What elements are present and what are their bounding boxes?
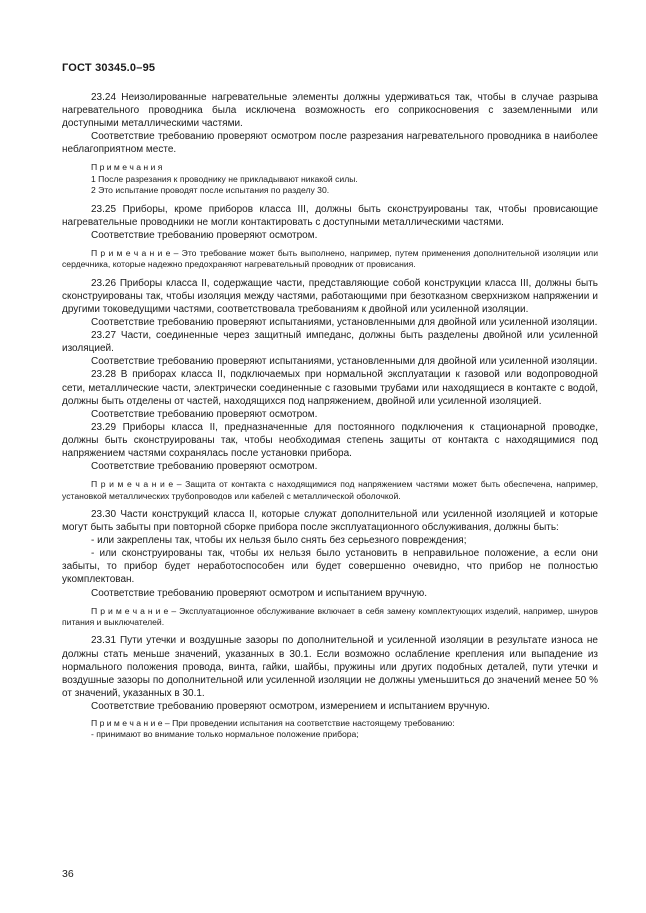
paragraph: 23.27 Части, соединенные через защитный импеданс, должны быть разделены двойной или усиленной изоляцией.	[62, 330, 598, 355]
document-header: ГОСТ 30345.0–95	[62, 62, 156, 74]
paragraph: Соответствие требованию проверяют осмотром.	[91, 461, 318, 473]
paragraph: Соответствие требованию проверяют испытаниями, установленными для двойной или усиленной изоляции.	[91, 317, 598, 329]
paragraph: 23.31 Пути утечки и воздушные зазоры по дополнительной и усиленной изоляции в результате износа не должны стать меньше значений, указанных в 30.1. Если возможно ослабление крепления или выпадение из нормального положения провода, винта, гайки, шайбы, пружины или других подобных деталей, пути утечки и воздушные зазоры по дополнительной или усиленной изоляции не должны уменьшиться до значений менее 50 % от значений, указанных в 30.1.	[62, 635, 598, 699]
note: П р и м е ч а н и е – Эксплуатационное обслуживание включает в себя замену комплектующих изделий, например, шнуров питания и выключателей.	[62, 605, 598, 628]
document-body	[62, 91, 598, 741]
paragraph: Соответствие требованию проверяют осмотром.	[91, 408, 318, 420]
note: П р и м е ч а н и е – Защита от контакта с находящимися под напряжением частями может быть обеспечена, например, установкой металлических трубопроводов или кабелей с металлической оболочкой.	[62, 479, 598, 501]
note: 2 Это испытание проводят после испытания по разделу 30.	[91, 185, 330, 196]
list-item: - или сконструированы так, чтобы их нельзя было установить в неправильное положение, а если они забыты, то прибор будет неработоспособен или будет совершенно очевидно, что прибор не полностью укомплектован.	[62, 548, 598, 586]
note: - принимают во внимание только нормальное положение прибора;	[91, 729, 359, 740]
list-item: - или закреплены так, чтобы их нельзя было снять без серьезного повреждения;	[91, 535, 467, 547]
paragraph: 23.30 Части конструкций класса II, которые служат дополнительной или усиленной изоляцией и которые могут быть забыты при повторной сборке прибора после эксплуатационного обслуживания, должны быть:	[62, 509, 598, 534]
paragraph: 23.25 Приборы, кроме приборов класса III, должны быть сконструированы так, чтобы провисающие нагревательные проводники не могли контактировать с доступными металлическими частями.	[62, 203, 598, 228]
note: 1 После разрезания к проводнику не прикладывают никакой силы.	[91, 173, 358, 184]
paragraph: 23.29 Приборы класса II, предназначенные для постоянного подключения к стационарной проводке, должны быть сконструированы так, чтобы необходимая степень защиты от контакта с находящимися под напряжением частями сохранялась после установки прибора.	[62, 421, 598, 459]
paragraph: Соответствие требованию проверяют осмотром после разрезания нагревательного проводника в наиболее неблагоприятном месте.	[62, 131, 598, 156]
paragraph: Соответствие требованию проверяют испытаниями, установленными для двойной или усиленной изоляции.	[91, 356, 598, 368]
page-number: 36	[62, 868, 74, 880]
note-heading: П р и м е ч а н и я	[91, 162, 163, 173]
paragraph: 23.28 В приборах класса II, подключаемых при нормальной эксплуатации к газовой или водопроводной сети, металлические части, электрически соединенные с газовыми трубами или находящиеся в контакте с водой, должны быть отделены от частей, находящихся под напряжением, двойной или усиленной изоляцией.	[62, 369, 598, 407]
note: П р и м е ч а н и е – Это требование может быть выполнено, например, путем применения дополнительной изоляции или сердечника, которые надежно предохраняют нагревательный проводник от провисания.	[62, 247, 598, 270]
paragraph: Соответствие требованию проверяют осмотром, измерением и испытанием вручную.	[91, 700, 490, 712]
paragraph: Соответствие требованию проверяют осмотром.	[91, 229, 318, 241]
note: П р и м е ч а н и е – При проведении испытания на соответствие настоящему требованию:	[91, 718, 455, 729]
paragraph: 23.24 Неизолированные нагревательные элементы должны удерживаться так, чтобы в случае разрыва нагревательного проводника была исключена возможность его соприкосновения с заземленными или доступными металлическими частями.	[62, 92, 598, 130]
paragraph: Соответствие требованию проверяют осмотром и испытанием вручную.	[91, 587, 428, 599]
paragraph: 23.26 Приборы класса II, содержащие части, представляющие собой конструкции класса III, должны быть сконструированы так, чтобы изоляция между частями, работающими при безотказном сверхнизком напряжении и другими токоведущими частями, соответствовала требованиям к двойной или усиленной изоляции.	[62, 277, 598, 315]
